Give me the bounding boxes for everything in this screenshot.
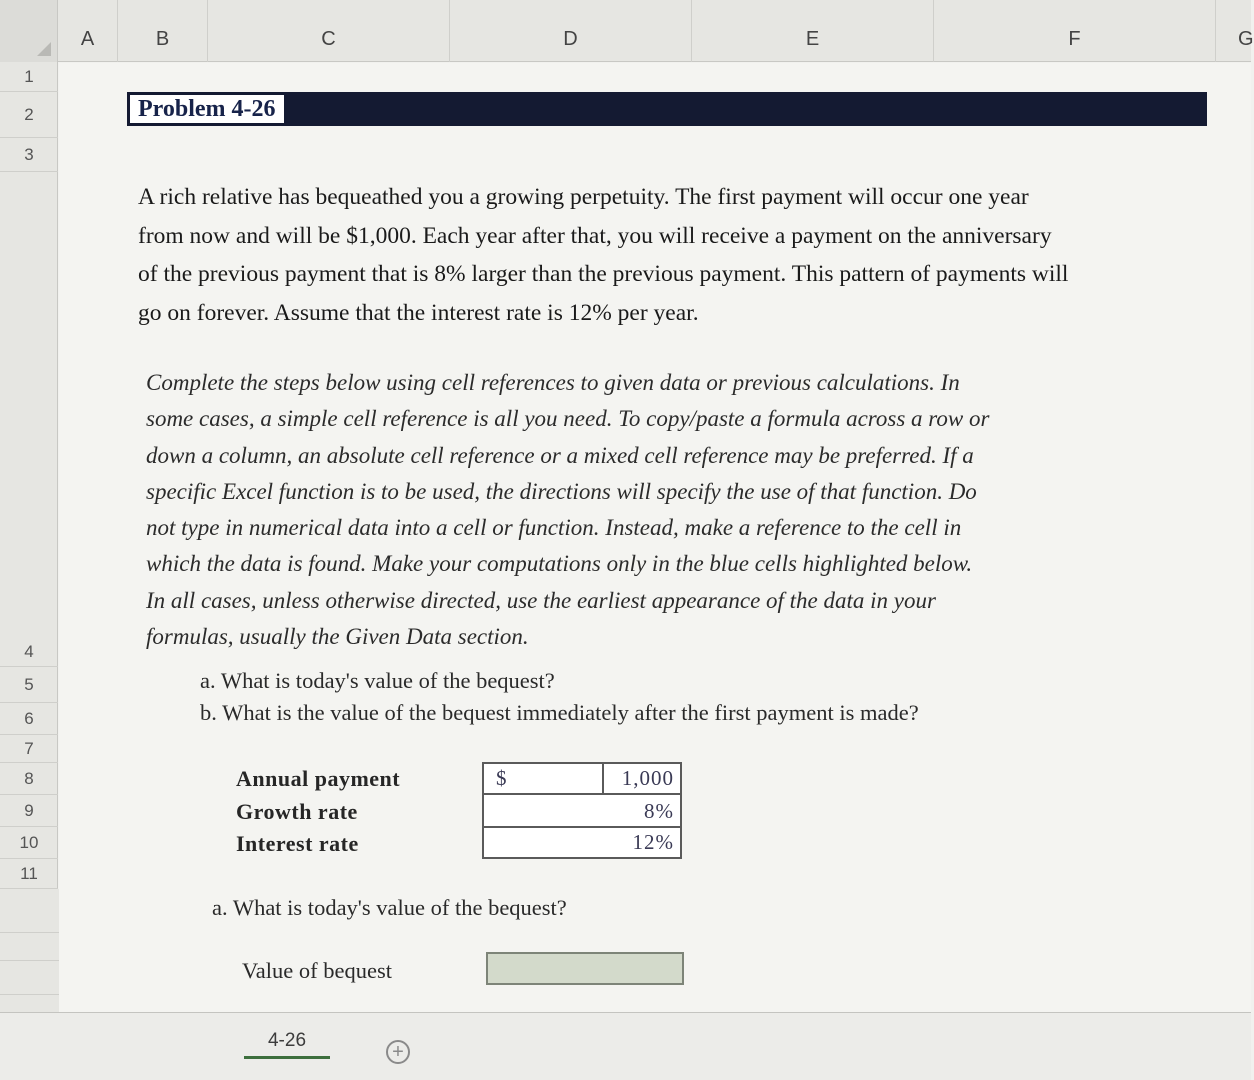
- growth-rate-cell[interactable]: [484, 797, 680, 828]
- row-header-7[interactable]: 7: [0, 735, 58, 763]
- given-data-box: [482, 762, 682, 859]
- row-header-8[interactable]: 8: [0, 763, 58, 795]
- growth-rate-value: 8%: [644, 799, 674, 823]
- problem-line: of the previous payment that is 8% larger than the previous payment. This pattern of payments will: [138, 261, 1069, 287]
- instruction-line: which the data is found. Make your computations only in the blue cells highlighted below.: [146, 551, 973, 577]
- row-header-9[interactable]: 9: [0, 795, 58, 827]
- column-header-e[interactable]: E: [692, 0, 934, 62]
- add-sheet-icon[interactable]: +: [386, 1040, 410, 1064]
- problem-statement[interactable]: [138, 178, 1208, 332]
- growth-rate-label[interactable]: Growth rate: [236, 799, 358, 824]
- sheet-tab-4-26[interactable]: 4-26: [244, 1025, 330, 1059]
- column-header-c[interactable]: C: [208, 0, 450, 62]
- sheet-tab-bar: [0, 1012, 1251, 1080]
- row-header-1[interactable]: 1: [0, 62, 58, 92]
- annual-payment-label[interactable]: Annual payment: [236, 766, 401, 791]
- value-of-bequest-input[interactable]: [486, 952, 684, 985]
- row-header-6[interactable]: 6: [0, 703, 58, 735]
- value-of-bequest-label[interactable]: Value of bequest: [242, 958, 392, 983]
- instruction-line: not type in numerical data into a cell or function. Instead, make a reference to the cell in: [146, 515, 962, 541]
- instruction-line: down a column, an absolute cell reference or a mixed cell reference may be preferred. If a: [146, 442, 974, 468]
- problem-line: from now and will be $1,000. Each year after that, you will receive a payment on the anniversary: [138, 222, 1052, 249]
- instructions-block[interactable]: [146, 365, 1206, 655]
- problem-line: A rich relative has bequeathed you a growing perpetuity. The first payment will occur one year: [138, 184, 1029, 210]
- instruction-line: In all cases, unless otherwise directed, use the earliest appearance of the data in your: [146, 587, 936, 613]
- question-b[interactable]: b. What is the value of the bequest immediately after the first payment is made?: [200, 700, 919, 725]
- column-header-b[interactable]: B: [118, 0, 208, 62]
- title-banner[interactable]: [127, 92, 1207, 126]
- row-header-11[interactable]: 11: [0, 859, 58, 889]
- interest-rate-label[interactable]: Interest rate: [236, 831, 359, 856]
- column-header-g[interactable]: G: [1238, 27, 1254, 50]
- instruction-line: Complete the steps below using cell references to given data or previous calculations. In: [146, 370, 960, 395]
- dollar-sign: $: [496, 766, 507, 790]
- column-header-f[interactable]: F: [934, 0, 1216, 62]
- part-a-heading[interactable]: a. What is today's value of the bequest?: [212, 895, 567, 920]
- select-all-corner[interactable]: [0, 0, 58, 62]
- row-header-10[interactable]: 10: [0, 827, 58, 859]
- row-header-2[interactable]: 2: [0, 92, 58, 138]
- row-header-5[interactable]: 5: [0, 667, 58, 703]
- column-header-d[interactable]: D: [450, 0, 692, 62]
- row-header-3[interactable]: 3: [0, 138, 58, 172]
- cell-divider: [602, 764, 604, 795]
- annual-payment-value: 1,000: [621, 766, 674, 790]
- instruction-line: specific Excel function is to be used, the directions will specify the use of that function. Do: [146, 478, 977, 504]
- column-header-bar: [0, 0, 1254, 62]
- problem-title: Problem 4-26: [130, 95, 284, 123]
- question-a[interactable]: a. What is today's value of the bequest?: [200, 668, 555, 693]
- column-header-a[interactable]: A: [58, 0, 118, 62]
- problem-line: go on forever. Assume that the interest rate is 12% per year.: [138, 299, 699, 326]
- interest-rate-cell[interactable]: [484, 828, 680, 859]
- interest-rate-value: 12%: [632, 830, 674, 854]
- instruction-line: some cases, a simple cell reference is all you need. To copy/paste a formula across a row or: [146, 406, 990, 432]
- annual-payment-cell[interactable]: [484, 764, 680, 795]
- select-all-icon: [37, 42, 51, 56]
- instruction-line: formulas, usually the Given Data section.: [146, 624, 529, 650]
- row-header-4[interactable]: 4: [0, 172, 58, 667]
